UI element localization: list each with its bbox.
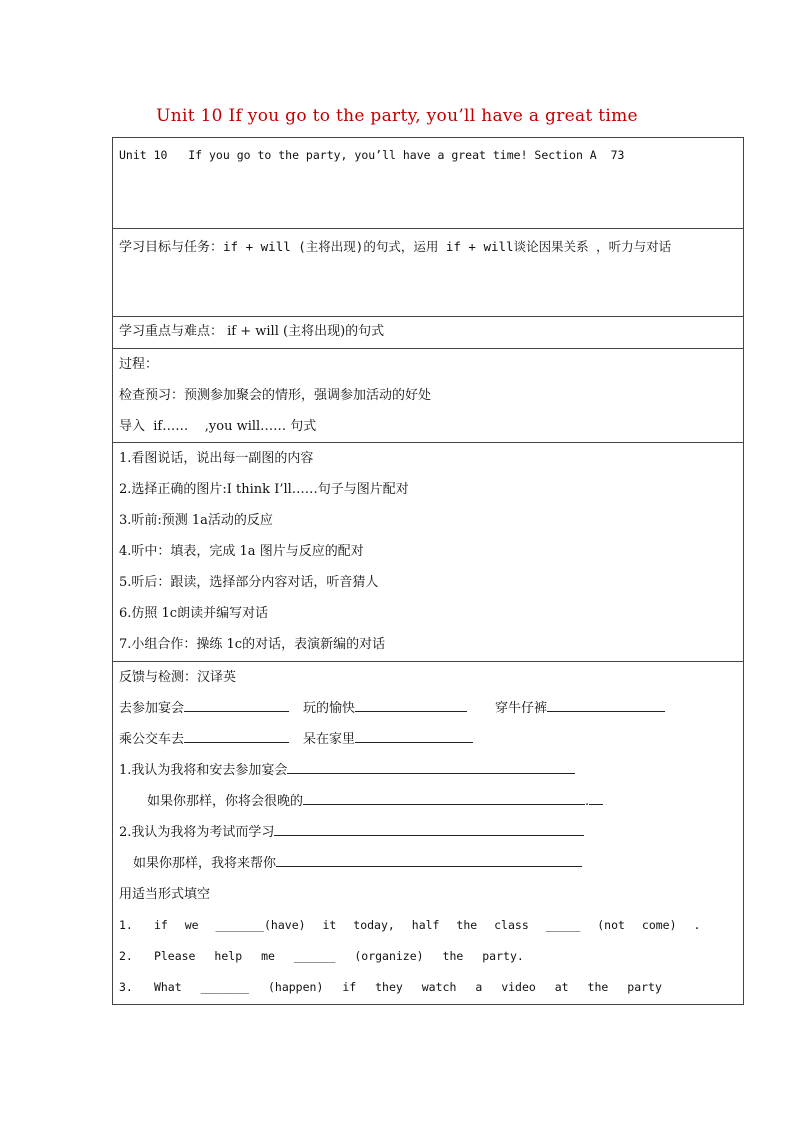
objectives-text: if + will (主将出现)的句式，运用 if + will谈论因果关系 ，听力与对话 <box>223 239 672 254</box>
step-item: 7.小组合作：操练 1c的对话，表演新编的对话 <box>119 637 386 652</box>
header-row <box>113 138 744 229</box>
fill-item <box>119 910 737 941</box>
fill-heading: 用适当形式填空 <box>119 887 211 902</box>
word: _______ <box>200 980 250 994</box>
answer-blank[interactable] <box>274 817 584 836</box>
objectives-label: 学习目标与任务： <box>119 240 224 255</box>
lesson-header: Unit 10 If you go to the party, you’ll have a great time! Section A 73 <box>119 148 625 162</box>
objectives-row <box>113 229 744 317</box>
step-item: 2.选择正确的图片:I think I’ll……句子与图片配对 <box>119 482 409 497</box>
answer-blank[interactable] <box>589 786 603 805</box>
fill-item <box>119 972 737 1003</box>
word: me <box>261 949 275 963</box>
word: . <box>693 918 701 932</box>
feedback-heading: 反馈与检测：汉译英 <box>119 670 237 685</box>
vocab-row-1 <box>119 693 737 724</box>
answer-blank[interactable] <box>355 724 473 743</box>
vocab-item: 乘公交车去 <box>119 732 185 747</box>
word: _______(have) <box>215 918 306 932</box>
item-number: 2. <box>119 949 133 963</box>
feedback-row <box>113 662 744 1005</box>
word: watch <box>421 980 457 994</box>
answer-blank[interactable] <box>547 693 665 712</box>
sentence-tail: . <box>585 794 590 809</box>
word: it <box>322 918 337 932</box>
vocab-item: 玩的愉快 <box>303 701 356 716</box>
answer-blank[interactable] <box>355 693 467 712</box>
answer-blank[interactable] <box>184 693 289 712</box>
word: party <box>627 980 662 994</box>
process-heading: 过程： <box>119 357 159 372</box>
word: party. <box>482 949 524 963</box>
step-item: 5.听后：跟读，选择部分内容对话，听音猜人 <box>119 575 379 590</box>
objectives-cell <box>113 229 744 317</box>
answer-blank[interactable] <box>184 724 289 743</box>
word: help <box>214 949 243 963</box>
word: (organize) <box>354 949 424 963</box>
key-points-cell <box>113 317 744 349</box>
vocab-row-2 <box>119 724 737 755</box>
word: they <box>375 980 403 994</box>
steps-row <box>113 443 744 662</box>
word: if <box>342 980 357 994</box>
sentence-prompt: 1.我认为我将和安去参加宴会 <box>119 763 288 778</box>
word: (not <box>597 918 625 932</box>
answer-blank[interactable] <box>303 786 585 805</box>
feedback-cell <box>113 662 744 1005</box>
word: we <box>184 918 199 932</box>
word: (happen) <box>267 980 324 994</box>
word: ______ <box>293 949 336 963</box>
page-title: Unit 10 If you go to the party, you’ll have a great time <box>156 106 638 126</box>
key-points <box>119 317 737 347</box>
key-points-text: if + will (主将出现)的句式 <box>223 324 385 339</box>
process-lead-in: 导入 if…… ,you will…… 句式 <box>119 419 317 434</box>
process-row <box>113 349 744 443</box>
vocab-item: 穿牛仔裤 <box>495 701 548 716</box>
word: _____ <box>545 918 581 932</box>
vocab-item: 去参加宴会 <box>119 701 185 716</box>
word: come) <box>641 918 677 932</box>
objectives <box>119 231 737 262</box>
answer-blank[interactable] <box>276 848 582 867</box>
sentence-prompt: 如果你那样，我将来帮你 <box>133 856 277 871</box>
step-item: 6.仿照 1c朗读并编写对话 <box>119 606 269 621</box>
key-points-label: 学习重点与难点： <box>119 324 224 339</box>
lesson-table <box>112 137 744 1005</box>
word: What <box>153 980 182 994</box>
sentence-prompt: 2.我认为我将为考试而学习 <box>119 825 275 840</box>
step-item: 4.听中：填表，完成 1a 图片与反应的配对 <box>119 544 364 559</box>
word: Please <box>153 949 196 963</box>
process-preview: 检查预习：预测参加聚会的情形，强调参加活动的好处 <box>119 388 432 403</box>
item-number: 1. <box>119 918 133 932</box>
vocab-item: 呆在家里 <box>303 732 356 747</box>
sentence-prompt: 如果你那样，你将会很晚的 <box>147 794 304 809</box>
step-item: 3.听前:预测 1a活动的反应 <box>119 513 273 528</box>
word: today, <box>353 918 395 932</box>
translation-sentence <box>119 786 737 817</box>
word: the <box>442 949 464 963</box>
answer-blank[interactable] <box>287 755 575 774</box>
word: video <box>501 980 536 994</box>
translation-sentence <box>119 848 737 879</box>
word: a <box>475 980 483 994</box>
fill-item <box>119 941 737 972</box>
header-cell <box>113 138 744 229</box>
item-number: 3. <box>119 980 133 994</box>
word: if <box>153 918 168 932</box>
word: at <box>554 980 569 994</box>
word: the <box>456 918 478 932</box>
steps-cell <box>113 443 744 662</box>
word: class <box>494 918 529 932</box>
translation-sentence <box>119 817 737 848</box>
key-points-row <box>113 317 744 349</box>
translation-sentence <box>119 755 737 786</box>
step-item: 1.看图说话，说出每一副图的内容 <box>119 451 314 466</box>
word: half <box>411 918 440 932</box>
word: the <box>587 980 609 994</box>
process-cell <box>113 349 744 443</box>
